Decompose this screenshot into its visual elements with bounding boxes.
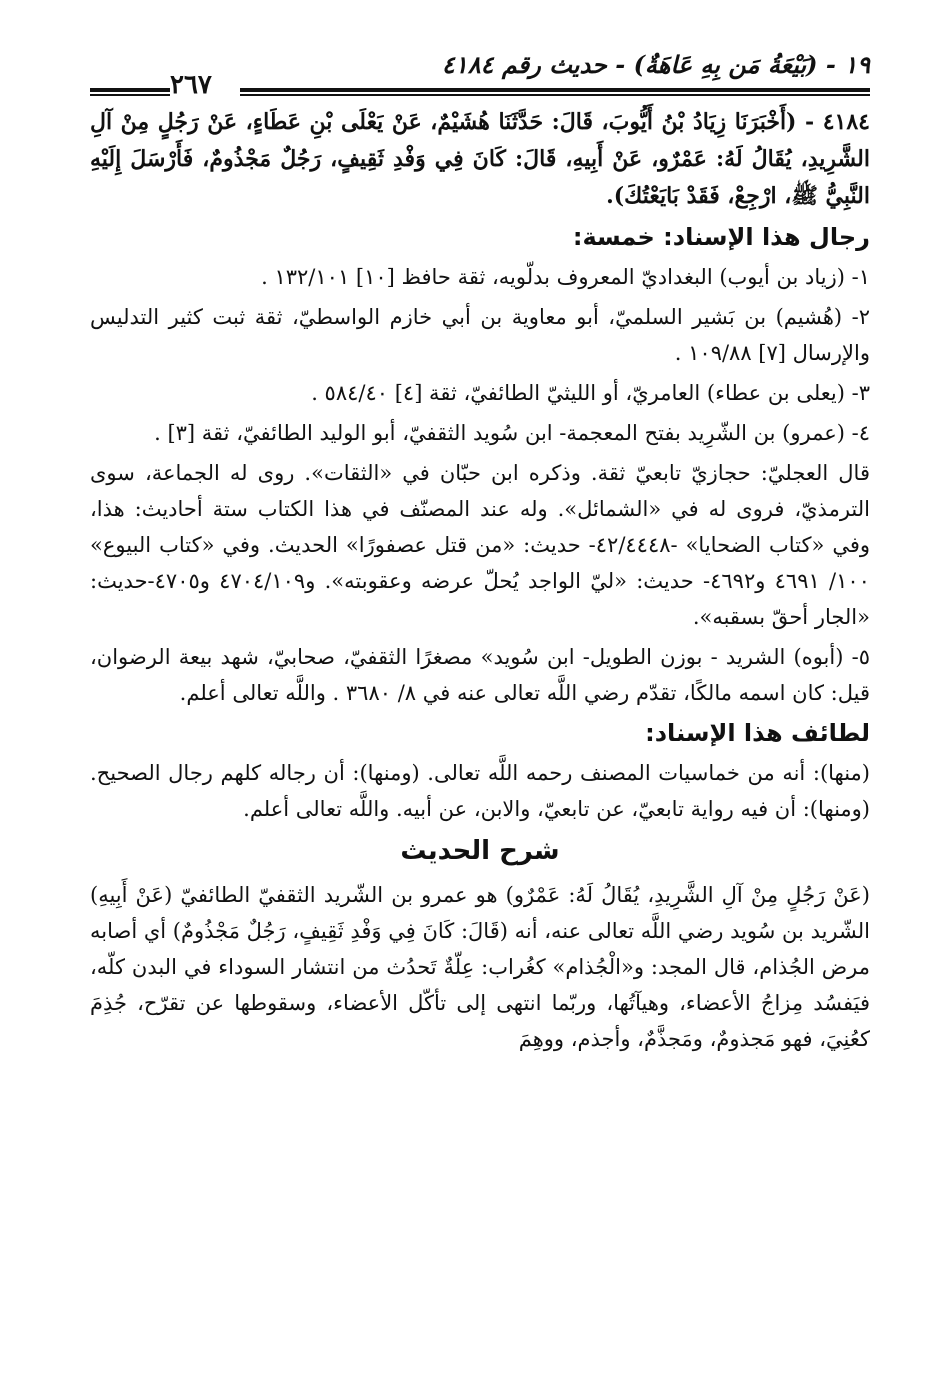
narrator-item: ١- (زياد بن أيوب) البغداديّ المعروف بدلّويه، ثقة حافظ [١٠] ١٣٢/١٠١ .: [261, 265, 870, 289]
hadith-text: ٤١٨٤ - (أَخْبَرَنَا زِيَادُ بْنُ أَيُّوبَ، قَالَ: حَدَّثَنَا هُشَيْمٌ، عَنْ يَعْلَى بْنِ عَطَاءٍ، عَنْ رَجُلٍ مِنْ آلِ الشَّرِيدِ، يُقَالُ لَهُ: عَمْرٌو، عَنْ أَبِيهِ، قَالَ: كَانَ فِي وَفْدِ ثَقِيفٍ، رَجُلٌ مَجْذُومٌ، فَأَرْسَلَ إِلَيْهِ النَّبِيُّ ﷺ، ارْجِعْ، فَقَدْ بَايَعْتُكَ).: [90, 109, 870, 209]
page-number: ٢٦٧: [170, 70, 212, 100]
page-body: [90, 104, 870, 1057]
subtleties-heading: لطائف هذا الإسناد:: [645, 719, 870, 747]
subtleties-text: (منها): أنه من خماسيات المصنف رحمه اللَّه تعالى. (ومنها): أن رجاله كلهم رجال الصحيح. (ومنها): أن فيه رواية تابعيّ، عن تابعيّ، والابن، عن أبيه. واللَّه تعالى أعلم.: [90, 761, 870, 821]
narrator-item: ٤- (عمرو) بن الشّرِيد بفتح المعجمة- ابن سُويد الثقفيّ، أبو الوليد الطائفيّ، ثقة [٣] .: [154, 421, 870, 445]
narrator-item: ٣- (يعلى بن عطاء) العامريّ، أو الليثيّ الطائفيّ، ثقة [٤] ٥٨٤/٤٠ .: [311, 381, 870, 405]
explanation-text: (عَنْ رَجُلٍ مِنْ آلِ الشَّرِيدِ، يُقَالُ لَهُ: عَمْرٌو) هو عمرو بن الشّريد الثقفيّ الطائفيّ (عَنْ أَبِيهِ) الشّريد بن سُويد رضي اللَّه تعالى عنه، أنه (قَالَ: كَانَ فِي وَفْدِ ثَقِيفٍ، رَجُلٌ مَجْذُومٌ) أي أصابه مرض الجُذام، قال المجد: و«الْجُذام» كغُراب: عِلّةٌ تَحدُث من انتشار السوداء في البدن كلّه، فيَفسُد مِزاجُ الأعضاء، وهيآتُها، وربّما انتهى إلى تأكّل الأعضاء، وسقوطها عن تقرّح، جُذِمَ كعُنِيَ، فهو مَجذومٌ، ومَجذَّمٌ، وأجذم، ووهِمَ: [90, 883, 870, 1051]
header-rule: [240, 88, 870, 96]
page-header: [90, 40, 870, 104]
narrators-heading: رجال هذا الإسناد: خمسة:: [572, 223, 870, 251]
running-title: ١٩ - (بَيْعَةُ مَن بِهِ عَاهَةٌ) - حديث رقم ٤١٨٤: [441, 50, 870, 79]
page-number-rule: [90, 88, 170, 96]
narrator-note: قال العجليّ: حجازيّ تابعيّ ثقة. وذكره ابن حبّان في «الثقات». روى له الجماعة، سوى الترمذيّ، فروى له في «الشمائل». وله عند المصنّف في هذا الكتاب ستة أحاديث: هذا، وفي «كتاب الضحايا» -٤٢/٤٤٤٨- حديث: «من قتل عصفورًا» الحديث. وفي «كتاب البيوع» ١٠٠/ ٤٦٩١ و٤٦٩٢- حديث: «ليّ الواجد يُحلّ عرضه وعقوبته». و٤٧٠٤/١٠٩ و٤٧٠٥-حديث: «الجار أحقّ بسقبه».: [90, 461, 870, 629]
narrator-item: ٢- (هُشيم) بن بَشير السلميّ، أبو معاوية بن أبي خازم الواسطيّ، ثقة ثبت كثير التدليس والإرسال [٧] ١٠٩/٨٨ .: [90, 305, 870, 365]
book-page: [90, 40, 870, 1360]
explanation-heading: شرح الحديث: [400, 836, 560, 866]
narrator-item: ٥- (أبوه) الشريد - بوزن الطويل- ابن سُويد» مصغرًا الثقفيّ، صحابيّ، شهد بيعة الرضوان، قيل: كان اسمه مالكًا، تقدّم رضي اللَّه تعالى عنه في ٨/ ٣٦٨٠ . واللَّه تعالى أعلم.: [90, 645, 870, 705]
